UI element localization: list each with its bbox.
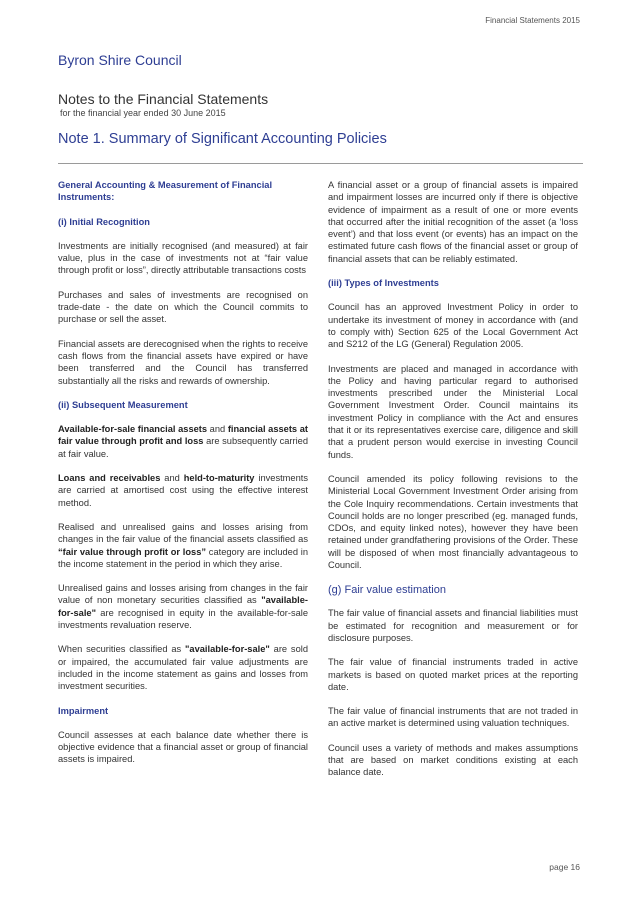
- paragraph: Council assesses at each balance date whether there is objective evidence that a financial asset or group of financial assets is impaired.: [58, 729, 308, 765]
- paragraph: Council amended its policy following revisions to the Ministerial Local Government Investment Order arising from the Cole Inquiry recommendations. Certain investments that Council holds are no longer prescribed (eg. managed funds, CDOs, and equity linked notes), however they have been retained under grandfathering provisions of the Order. These will be disposed of when most financially advantageous to Council.: [328, 473, 578, 571]
- paragraph: Investments are placed and managed in accordance with the Policy and having particular regard to authorised investments prescribed under the Ministerial Local Government Investment Order. Council maintains its investment Policy in compliance with the Act and ensures that it or its representatives exercise care, diligence and skill that a prudent person would exercise in investing Council funds.: [328, 363, 578, 460]
- heading-subsequent-measurement: (ii) Subsequent Measurement: [58, 399, 188, 410]
- bold-term: financial assets at fair value through profit and loss: [58, 424, 308, 447]
- paragraph: [58, 423, 308, 460]
- text-run: category are included in the income statement in the period in which they arise.: [58, 546, 309, 569]
- bold-term: "available-for-sale": [185, 644, 270, 655]
- page-title: Notes to the Financial Statements: [58, 91, 269, 107]
- heading-types-of-investments: (iii) Types of Investments: [328, 278, 439, 289]
- text-run: Unrealised gains and losses arising from changes in the fair value of non monetary securities classified as: [58, 583, 308, 606]
- text-run: investments are carried at amortised cost using the effective interest method.: [58, 473, 308, 508]
- paragraph: Financial assets are derecognised when the rights to receive cash flows from the financial assets have expired or have been transferred and the Council has transferred substantially all the risks and rewards of ownership.: [58, 338, 308, 386]
- divider: [58, 163, 583, 164]
- paragraph: The fair value of financial instruments traded in active markets is based on quoted market prices at the reporting date.: [328, 657, 578, 692]
- text-run: Realised and unrealised gains and losses arising from changes in the fair value of the financial assets classified as: [58, 521, 308, 545]
- paragraph: A financial asset or a group of financial assets is impaired and impairment losses are incurred only if there is objective evidence of impairment as a result of one or more events that occurred after the initial recognition of the asset (a ‘loss event’) and that loss event (or events) has an impact on the estimated future cash flows of the financial asset or group of financial assets that can be reliably estimated.: [328, 180, 578, 264]
- heading-initial-recognition: (i) Initial Recognition: [58, 216, 150, 227]
- paragraph: Council has an approved Investment Policy in order to undertake its investment of money in accordance with (and to comply with) Section 625 of the Local Government Act and S212 of the LG (General) Regulation 2005.: [328, 302, 578, 350]
- paragraph: [58, 582, 308, 631]
- paragraph: [58, 643, 308, 692]
- paragraph: The fair value of financial instruments that are not traded in an active market is determined using valuation techniques.: [328, 706, 578, 729]
- note-heading: Note 1. Summary of Significant Accounting Policies: [58, 131, 387, 147]
- left-column: [58, 179, 308, 778]
- paragraph: Purchases and sales of investments are recognised on trade-date - the date on which the Council commits to purchase or sell the asset.: [58, 289, 308, 325]
- bold-term: Available-for-sale financial assets: [58, 424, 208, 435]
- text-run: When securities classified as: [58, 644, 186, 655]
- bold-term: "available-for-sale": [58, 595, 308, 618]
- paragraph: [58, 521, 308, 570]
- paragraph: [58, 472, 308, 509]
- text-run: are recognised in equity in the available-for-sale investments revaluation reserve.: [58, 607, 308, 631]
- bold-term: “fair value through profit or loss”: [58, 546, 207, 557]
- bold-term: Loans and receivables: [58, 473, 161, 484]
- heading-general-accounting: General Accounting & Measurement of Financial Instruments:: [58, 180, 273, 203]
- text-run: are sold or impaired, the accumulated fair value adjustments are included in the income statement as gains and losses from investment securities.: [58, 644, 308, 692]
- text-run: are subsequently carried at fair value.: [58, 436, 308, 459]
- running-header: Financial Statements 2015: [485, 16, 580, 25]
- right-column: [328, 179, 578, 791]
- council-name: Byron Shire Council: [58, 52, 182, 68]
- bold-term: held-to-maturity: [183, 473, 255, 484]
- paragraph: Council uses a variety of methods and makes assumptions that are based on market conditions existing at each balance date.: [328, 742, 578, 778]
- page-subtitle: for the financial year ended 30 June 2015: [60, 108, 226, 118]
- heading-impairment: Impairment: [58, 705, 109, 716]
- paragraph: Investments are initially recognised (and measured) at fair value, plus in the case of investments not at “fair value through profit or loss”, directly attributable transactions costs: [58, 240, 308, 276]
- text-run: and: [207, 424, 228, 435]
- text-run: and: [160, 473, 184, 484]
- paragraph: The fair value of financial assets and financial liabilities must be estimated for recognition and measurement or for disclosure purposes.: [328, 608, 578, 643]
- heading-fair-value-estimation: (g) Fair value estimation: [328, 584, 446, 597]
- page-number: page 16: [549, 862, 580, 872]
